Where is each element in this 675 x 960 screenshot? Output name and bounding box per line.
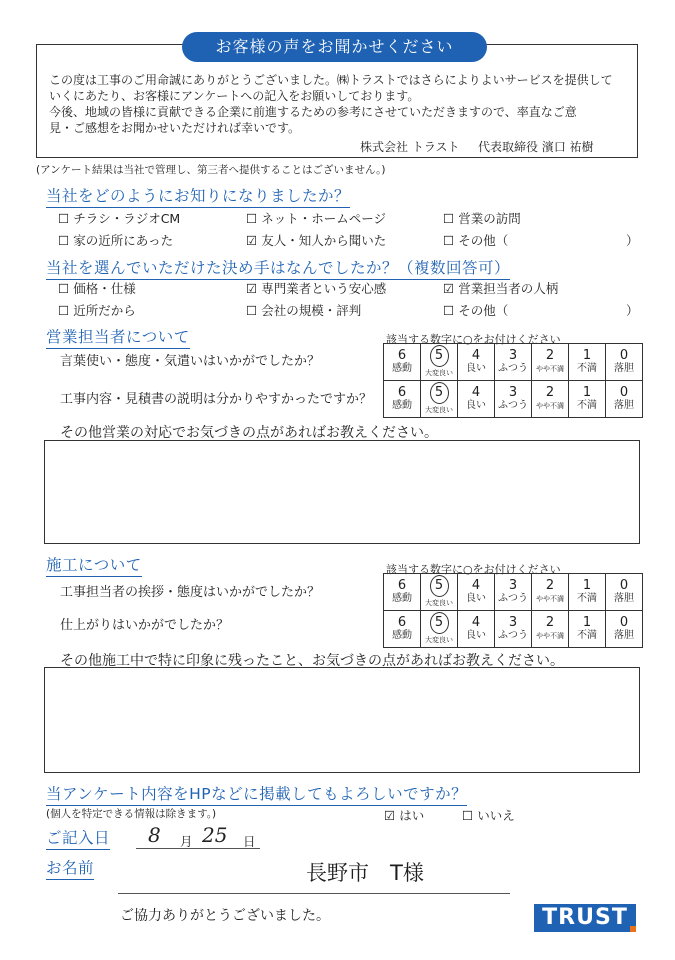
rating-label: 感動 [392,400,412,411]
rating-cell-2[interactable] [532,381,569,418]
checkbox-checked-icon: ☑ [384,808,396,823]
rating-cell-6[interactable] [384,611,421,648]
rating-number: 1 [582,385,592,400]
name-label: お名前 [46,856,94,880]
rating-label: 不満 [577,630,597,641]
q1-option-flyer[interactable]: ☐ チラシ・ラジオCM [58,211,181,226]
rating-number: 4 [471,348,481,363]
date-month-value: 8 [148,823,161,847]
rating-number: 1 [582,615,592,630]
rating-cell-3[interactable] [495,611,532,648]
rating-number: 2 [545,615,555,630]
construction-comment-box[interactable] [44,667,640,773]
logo-dot-icon [630,926,636,932]
date-day-value: 25 [202,823,228,847]
q1-option-web[interactable]: ☐ ネット・ホームページ [246,211,386,226]
intro-line: いくにあたり、お客様にアンケートへの記入をお願いしております。 [49,89,420,103]
rating-cell-3[interactable] [495,381,532,418]
q1-option-friend[interactable] [246,231,386,249]
sales-rating-table [383,343,643,418]
option-label: チラシ・ラジオCM [73,211,181,226]
option-label: 価格・仕様 [73,281,136,296]
option-label: 営業担当者の人柄 [458,281,559,296]
publish-yes-option[interactable] [384,806,424,824]
rating-label: 不満 [577,593,597,604]
option-label: いいえ [477,808,515,823]
option-label: 専門業者という安心感 [261,281,387,296]
rating-cell-5[interactable] [421,574,458,611]
rating-label: ふつう [498,400,528,411]
rating-cell-4[interactable] [458,574,495,611]
rating-cell-0[interactable] [606,611,643,648]
rating-cell-5[interactable] [421,611,458,648]
sales-comment-box[interactable] [44,440,640,544]
rating-cell-0[interactable] [606,574,643,611]
rating-cell-5[interactable] [421,381,458,418]
rating-cell-6[interactable] [384,381,421,418]
option-label: はい [399,808,425,823]
rating-cell-1[interactable] [569,611,606,648]
rating-label: やや不満 [536,632,564,640]
rating-number: 0 [619,578,629,593]
sales-question-2: 工事内容・見積書の説明は分かりやすかったですか？ [60,392,373,407]
thanks-message: ご協力ありがとうございました。 [120,908,330,924]
rating-number: 4 [471,578,481,593]
rating-number: 1 [582,578,592,593]
rating-label: 感動 [392,363,412,374]
construction-question-1: 工事担当者の挨拶・態度はいかがでしたか？ [60,585,321,600]
intro-line: この度は工事のご用命誠にありがとうございました。㈱トラストではさらによりよいサービスを提供して [49,73,613,87]
rating-cell-4[interactable] [458,344,495,381]
rating-number: 3 [508,385,518,400]
logo-text: TRUST [542,905,628,930]
rating-cell-3[interactable] [495,574,532,611]
scale-caption: 該当する数字に○をお付けください [386,563,561,576]
option-label: その他（ [458,233,509,248]
checkbox-checked-icon: ☑ [246,281,258,296]
date-label: ご記入日 [46,826,110,850]
option-label: 営業の訪問 [458,211,521,226]
rating-label: 良い [466,400,486,411]
option-label: その他（ [458,303,509,318]
q2-option-salesperson[interactable] [443,279,558,297]
rating-number: 3 [508,615,518,630]
rating-cell-2[interactable] [532,574,569,611]
rating-label: 感動 [392,593,412,604]
rating-number: 5 [430,612,449,634]
rating-label: 落胆 [614,630,634,641]
rating-number: 6 [397,578,407,593]
option-label: 会社の規模・評判 [261,303,362,318]
trust-logo [534,904,636,932]
date-underline [136,848,260,849]
rating-label: 落胆 [614,363,634,374]
rating-label: 落胆 [614,400,634,411]
rating-cell-0[interactable] [606,381,643,418]
option-label: 家の近所にあった [73,233,174,248]
sales-heading: 営業担当者について [46,325,190,349]
q1-option-visit[interactable]: ☐ 営業の訪問 [443,211,521,226]
rating-cell-0[interactable] [606,344,643,381]
option-label: 近所だから [73,303,136,318]
scale-caption: 該当する数字に○をお付けください [386,333,561,346]
construction-rating-table [383,573,643,648]
rating-number: 0 [619,615,629,630]
customer-name: 長野市 T様 [306,861,424,885]
company-name: 株式会社 トラスト [360,140,460,154]
rating-label: 大変良い [425,599,453,607]
rating-label: 大変良い [425,369,453,377]
rating-number: 3 [508,348,518,363]
rating-number: 1 [582,348,592,363]
rating-cell-6[interactable] [384,574,421,611]
intro-text [49,72,629,136]
rating-number: 6 [397,615,407,630]
q2-option-other[interactable]: ☐ その他（ [443,303,509,318]
rating-label: ふつう [498,363,528,374]
date-day-unit: 日 [243,834,256,849]
rating-number: 2 [545,385,555,400]
publish-no-option[interactable]: ☐ いいえ [462,808,515,823]
q2-other-close: ） [626,303,639,318]
rating-number: 5 [430,575,449,597]
rating-cell-6[interactable] [384,344,421,381]
construction-comment-prompt: その他施工中で特に印象に残ったこと、お気づきの点があればお教えください。 [60,653,564,669]
rating-row-1 [384,574,643,611]
rating-number: 5 [430,382,449,404]
checkbox-checked-icon: ☑ [443,281,455,296]
rating-number: 3 [508,578,518,593]
rating-number: 4 [471,385,481,400]
option-label: ネット・ホームページ [261,211,386,226]
rating-number: 6 [397,385,407,400]
rating-cell-5[interactable] [421,344,458,381]
rating-cell-1[interactable] [569,344,606,381]
rating-cell-2[interactable] [532,611,569,648]
rating-cell-4[interactable] [458,611,495,648]
rating-label: 不満 [577,400,597,411]
rating-number: 5 [430,345,449,367]
q2-option-reputation[interactable]: ☐ 会社の規模・評判 [246,303,362,318]
rating-label: 良い [466,630,486,641]
q2-option-specialist[interactable] [246,279,386,297]
rating-row-2 [384,611,643,648]
rating-label: ふつう [498,593,528,604]
q1-option-other[interactable]: ☐ その他（ [443,233,509,248]
rating-label: やや不満 [536,595,564,603]
rating-label: やや不満 [536,365,564,373]
q1-heading: 当社をどのようにお知りになりましたか？ [46,184,350,208]
rating-label: 良い [466,363,486,374]
rating-row-2 [384,381,643,418]
publish-note: (個人を特定できる情報は除きます。) [46,808,217,820]
rating-label: やや不満 [536,402,564,410]
rating-number: 4 [471,615,481,630]
rating-cell-1[interactable] [569,574,606,611]
rating-number: 0 [619,348,629,363]
page-title: お客様の声をお聞かせください [182,32,487,62]
sales-question-1: 言葉使い・態度・気遣いはいかがでしたか？ [60,354,321,369]
rating-cell-3[interactable] [495,344,532,381]
rating-number: 6 [397,348,407,363]
privacy-note: (アンケート結果は当社で管理し、第三者へ提供することはございません。) [36,164,386,176]
q2-option-price[interactable]: ☐ 価格・仕様 [58,281,136,296]
q1-option-nearby[interactable]: ☐ 家の近所にあった [58,233,174,248]
rating-number: 2 [545,348,555,363]
checkbox-checked-icon: ☑ [246,233,258,248]
q2-option-nearby[interactable]: ☐ 近所だから [58,303,136,318]
publish-heading: 当アンケート内容をHPなどに掲載してもよろしいですか？ [46,782,467,806]
date-month-unit: 月 [180,834,193,849]
rating-label: 感動 [392,630,412,641]
rating-label: 不満 [577,363,597,374]
construction-heading: 施工について [46,553,142,577]
rating-label: 落胆 [614,593,634,604]
rating-number: 0 [619,385,629,400]
rating-cell-2[interactable] [532,344,569,381]
sales-comment-prompt: その他営業の対応でお気づきの点があればお教えください。 [60,425,438,441]
construction-question-2: 仕上がりはいかがでしたか？ [60,618,230,633]
rating-label: 大変良い [425,636,453,644]
rating-number: 2 [545,578,555,593]
name-underline [118,893,510,894]
option-label: 友人・知人から聞いた [261,233,387,248]
rating-cell-1[interactable] [569,381,606,418]
q2-heading: 当社を選んでいただけた決め手はなんでしたか？（複数回答可） [46,256,510,280]
rating-label: 良い [466,593,486,604]
intro-line: 見・ご感想をお聞かせいただければ幸いです。 [49,121,301,135]
rating-label: 大変良い [425,406,453,414]
q1-other-close: ） [626,233,639,248]
intro-line: 今後、地域の皆様に貢献できる企業に前進するための参考にさせていただきますので、率直なご意 [49,105,577,119]
rating-row-1 [384,344,643,381]
rating-cell-4[interactable] [458,381,495,418]
rating-label: ふつう [498,630,528,641]
ceo-name: 代表取締役 濱口 祐樹 [478,140,594,154]
